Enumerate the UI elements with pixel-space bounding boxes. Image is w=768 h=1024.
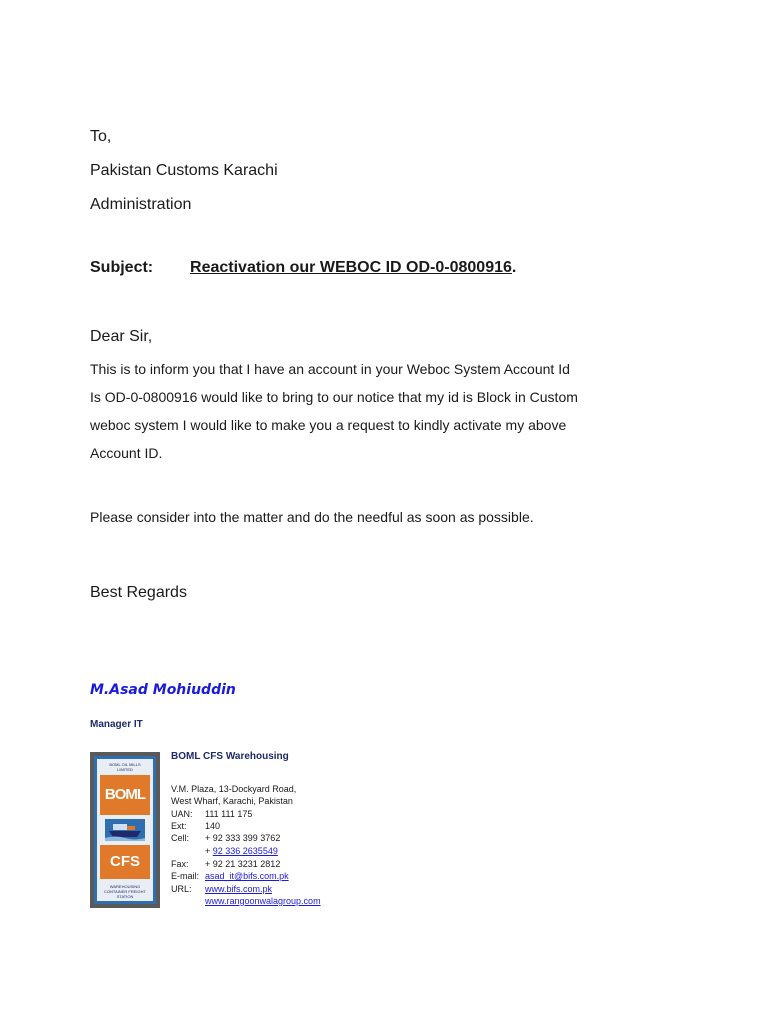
salutation-to: To, [90, 128, 112, 145]
uan-row [171, 809, 252, 821]
cell-value-1: + 92 333 399 3762 [205, 833, 281, 843]
recipient-line-1: Pakistan Customs Karachi [90, 162, 278, 179]
url-row [171, 884, 272, 896]
logo-frame [94, 756, 156, 904]
ext-label: Ext: [171, 821, 187, 831]
logo-bottom-text [100, 884, 150, 898]
logo-sub-text [100, 845, 150, 879]
ext-value: 140 [205, 821, 221, 831]
ship-icon [105, 819, 145, 841]
body-line-1: This is to inform you that I have an account in your Weboc System Account Id [90, 361, 570, 377]
company-logo [90, 752, 160, 908]
address-line-2: West Wharf, Karachi, Pakistan [171, 796, 293, 806]
url-row-2 [205, 896, 321, 908]
logo-main-text: BOML [100, 775, 150, 815]
subject-text: Reactivation our WEBOC ID OD-0-0800916 [190, 259, 512, 276]
fax-value: + 92 21 3231 2812 [205, 859, 281, 869]
url-label: URL: [171, 884, 192, 894]
logo-cfs-label: CFS [110, 853, 140, 870]
cell-prefix: + [205, 846, 213, 856]
url-link-2[interactable]: www.rangoonwalagroup.com [205, 896, 321, 906]
body-line-3: weboc system I would like to make you a request to kindly activate my above [90, 417, 567, 433]
body-line-2: Is OD-0-0800916 would like to bring to our notice that my id is Block in Custom [90, 389, 578, 405]
uan-label: UAN: [171, 809, 193, 819]
cell-row-2 [205, 846, 278, 858]
address-line-1: V.M. Plaza, 13-Dockyard Road, [171, 784, 297, 794]
logo-bottom-caption: CONTAINER FREIGHT STATION [104, 889, 146, 899]
uan-value: 111 111 175 [205, 809, 253, 819]
email-row [171, 871, 289, 883]
body-line-4: Account ID. [90, 445, 163, 461]
cell-label: Cell: [171, 833, 190, 843]
ext-row [171, 821, 220, 833]
logo-caption: WAREHOUSING [109, 884, 141, 889]
regards: Best Regards [90, 584, 187, 601]
signature-name: M.Asad Mohiuddin [90, 682, 236, 698]
recipient-line-2: Administration [90, 196, 192, 213]
subject-line [90, 259, 516, 277]
company-name: BOML CFS Warehousing [171, 751, 289, 762]
email-label: E-mail: [171, 871, 200, 881]
url-link-1[interactable]: www.bifs.com.pk [205, 884, 273, 894]
cell-link[interactable]: 92 336 2635549 [212, 846, 278, 856]
subject-period: . [511, 259, 517, 276]
logo-top-text: BOML OIL MILLS LIMITED [109, 762, 141, 772]
fax-row [171, 859, 280, 871]
signature-title: Manager IT [90, 719, 143, 730]
email-link[interactable]: asad_it@bifs.com.pk [205, 871, 289, 881]
cell-row [171, 833, 280, 845]
greeting: Dear Sir, [90, 328, 153, 345]
subject-label: Subject: [90, 259, 154, 276]
closing-request: Please consider into the matter and do the needful as soon as possible. [90, 509, 534, 525]
fax-label: Fax: [171, 859, 189, 869]
